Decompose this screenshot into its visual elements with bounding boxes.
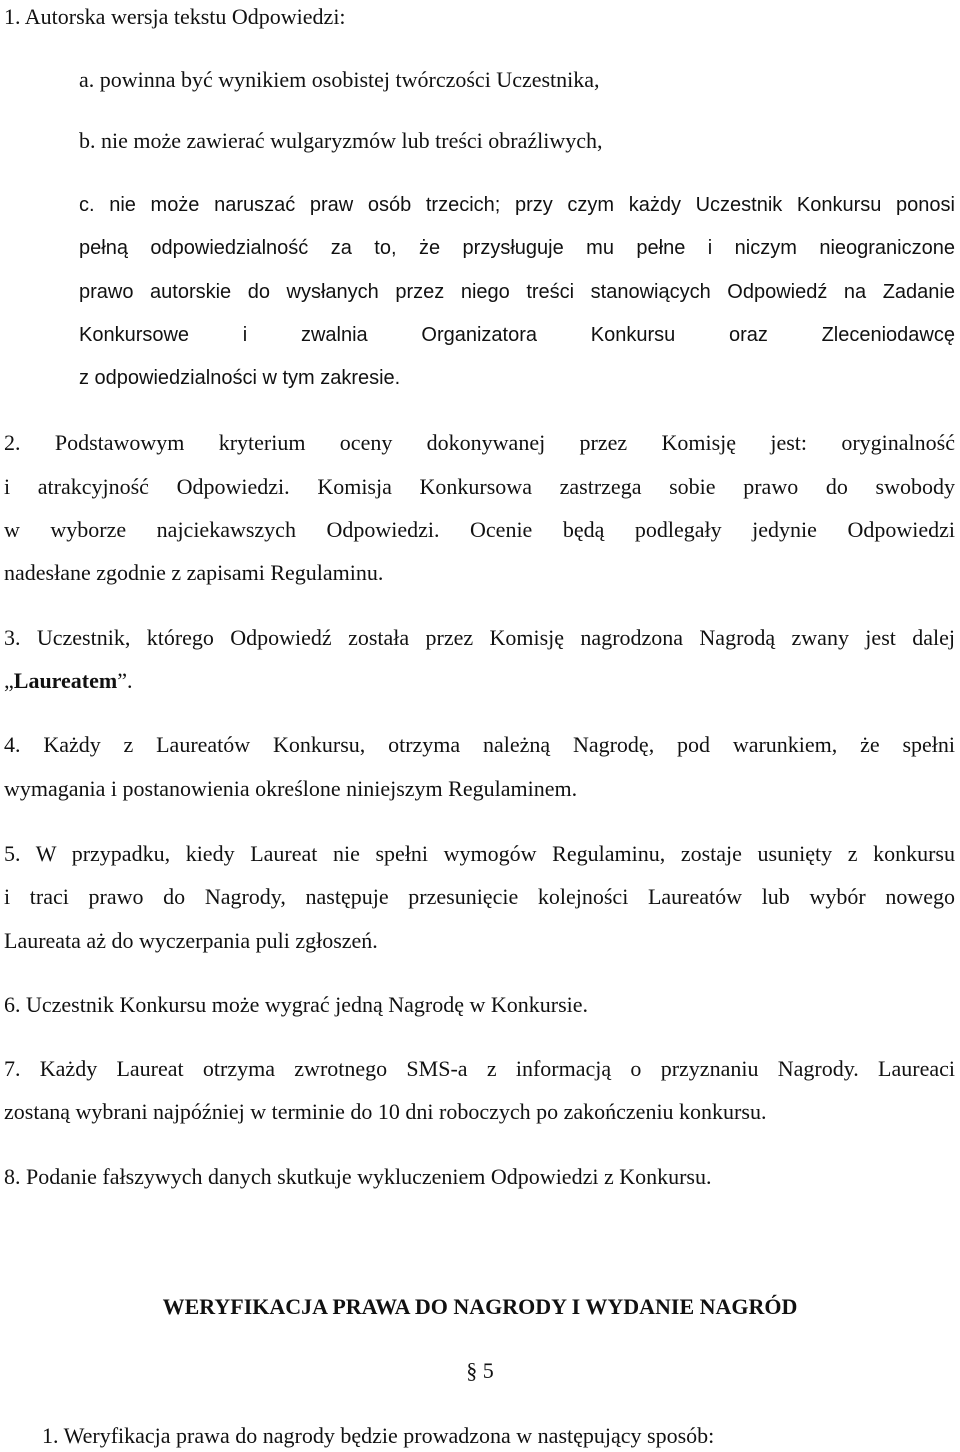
section-item-1: 1. Weryfikacja prawa do nagrody będzie prowadzona w następujący sposób: [42, 1423, 715, 1448]
item-1-heading: 1. Autorska wersja tekstu Odpowiedzi: [4, 4, 346, 29]
item-4-line-2: wymagania i postanowienia określone niniejszym Regulaminem. [4, 776, 578, 801]
item-2-line-2: i atrakcyjność Odpowiedzi. Komisja Konkursowa zastrzega sobie prawo do swobody [4, 474, 955, 499]
section-title: WERYFIKACJA PRAWA DO NAGRODY I WYDANIE NAGRÓD [162, 1294, 798, 1319]
item-7-line-1: 7. Każdy Laureat otrzyma zwrotnego SMS-a z informacją o przyznaniu Nagrody. Laureaci [4, 1056, 955, 1081]
paragraph-number: § 5 [466, 1358, 494, 1383]
item-1-sub-c-line-2: pełną odpowiedzialność za to, że przysługuje mu pełne i niczym nieograniczone [79, 237, 955, 259]
item-5-line-3: Laureata aż do wyczerpania puli zgłoszeń. [4, 928, 378, 953]
item-2-line-4: nadesłane zgodnie z zapisami Regulaminu. [4, 560, 384, 585]
quote-open: „ [4, 668, 14, 693]
item-1-sub-c-line-5: z odpowiedzialności w tym zakresie. [79, 367, 401, 389]
item-1-sub-c-line-1: c. nie może naruszać praw osób trzecich; przy czym każdy Uczestnik Konkursu ponosi [79, 194, 955, 216]
item-1-sub-c-line-3: prawo autorskie do wysłanych przez niego treści stanowiących Odpowiedź na Zadanie [79, 281, 955, 303]
item-1-sub-c-line-4: Konkursowe i zwalnia Organizatora Konkursu oraz Zleceniodawcę [79, 324, 955, 346]
item-8: 8. Podanie fałszywych danych skutkuje wykluczeniem Odpowiedzi z Konkursu. [4, 1164, 712, 1189]
quote-close: ”. [117, 668, 133, 693]
item-7-line-2: zostaną wybrani najpóźniej w terminie do 10 dni roboczych po zakończeniu konkursu. [4, 1099, 767, 1124]
item-3-line-1: 3. Uczestnik, którego Odpowiedź została przez Komisję nagrodzona Nagrodą zwany jest dalej [4, 625, 955, 650]
item-2-line-1: 2. Podstawowym kryterium oceny dokonywanej przez Komisję jest: oryginalność [4, 430, 955, 455]
item-6: 6. Uczestnik Konkursu może wygrać jedną Nagrodę w Konkursie. [4, 992, 589, 1017]
item-5-line-2: i traci prawo do Nagrody, następuje przesunięcie kolejności Laureatów lub wybór nowego [4, 884, 955, 909]
item-1-sub-b: b. nie może zawierać wulgaryzmów lub treści obraźliwych, [79, 128, 603, 153]
laureate-term: Laureatem [13, 668, 118, 693]
item-2-line-3: w wyborze najciekawszych Odpowiedzi. Ocenie będą podlegały jedynie Odpowiedzi [4, 517, 955, 542]
item-3-line-2 [4, 670, 133, 692]
item-4-line-1: 4. Każdy z Laureatów Konkursu, otrzyma należną Nagrodę, pod warunkiem, że spełni [4, 732, 955, 757]
item-5-line-1: 5. W przypadku, kiedy Laureat nie spełni wymogów Regulaminu, zostaje usunięty z konkursu [4, 841, 955, 866]
item-1-sub-a: a. powinna być wynikiem osobistej twórczości Uczestnika, [79, 67, 600, 92]
